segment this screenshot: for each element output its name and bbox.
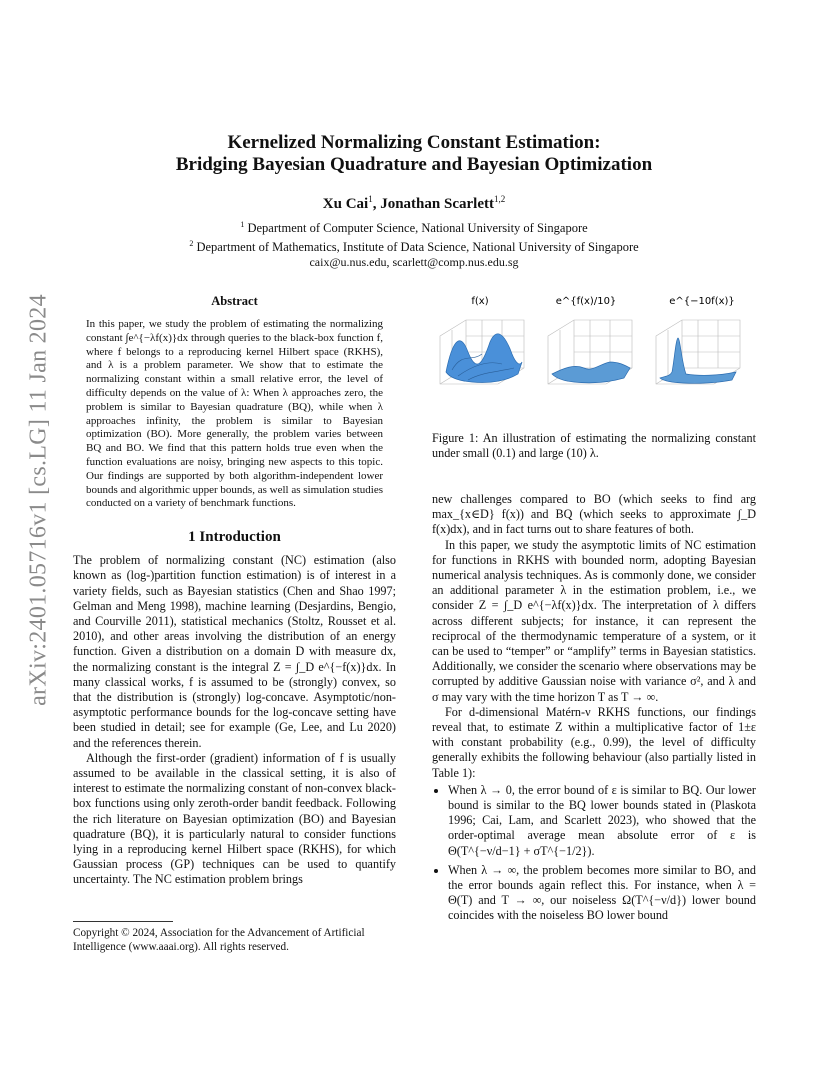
author-emails: caix@u.nus.edu, scarlett@comp.nus.edu.sg (309, 255, 519, 270)
plot-panel-3 (656, 296, 740, 384)
affiliation-2-mark: 2 (189, 239, 194, 249)
title-line-1: Kernelized Normalizing Constant Estimation: (227, 132, 601, 153)
arxiv-identifier (24, 290, 54, 710)
footer-rule (73, 921, 173, 922)
figure-1 (432, 292, 756, 402)
plot-panel-1 (440, 296, 524, 384)
author-2: Jonathan Scarlett (380, 196, 494, 212)
right-paragraph-3: For d-dimensional Matérn-ν RKHS functions, our findings reveal that, to estimate Z within a multiplicative factor of 1±ε with constant probability (e.g., 0.99), the level of difficulty generally exhibits the following behaviour (also partially listed in Table 1): (432, 704, 756, 780)
finding-item-1: • When λ → 0, the error bound of ε is similar to BQ. Our lower bound is similar to the BQ lower bounds stated in (Plaskota 1996; Cai, Lam, and Scarlett 2023), who showed that the order-optimal average mean absolute error of ε is Θ(T^{−ν/d−1} + σT^{−1/2}). (448, 783, 756, 859)
plot-title-1: f(x) (471, 296, 489, 307)
figure-1-plots (432, 292, 756, 402)
copyright-footer (73, 921, 396, 954)
abstract-text: In this paper, we study the problem of estimating the normalizing constant ∫e^{−λf(x)}dx through queries to the black-box function f, where f belongs to a reproducing kernel Hilbert space (RKHS), and λ is a problem parameter. We show that to estimate the normalizing constant within a small relative error, the level of difficulty depends on the value of λ: When λ approaches zero, the problem is similar to Bayesian quadrature (BQ), while when λ approaches infinity, the problem is similar to Bayesian optimization (BO). More generally, the problem varies between BQ and BO. We find that this pattern holds true even when the function evaluations are noisy, bringing new aspects to this topic. Our findings are supported by both algorithm-independent lower bounds and algorithmic upper bounds, as well as simulation studies conducted on a variety of benchmark functions. (86, 318, 383, 510)
right-paragraph-1: new challenges compared to BO (which seeks to find arg max_{x∈D} f(x)) and BQ (which seeks to approximate ∫_D f(x)dx), and in fact turns out to share features of both. (432, 492, 756, 537)
findings-list (432, 783, 756, 924)
affiliation-1-mark: 1 (240, 220, 245, 229)
plot-title-2: e^{f(x)/10} (555, 296, 617, 307)
plot-1-surface (446, 334, 522, 383)
finding-item-2: • When λ → ∞, the problem becomes more similar to BO, and the error bounds again reflect this. For instance, when λ = Θ(T) and T → ∞, our noiseless Ω(T^{−ν/d}) lower bound coincides with the noiseless BO lower bound (448, 863, 756, 924)
paper-title (0, 132, 828, 176)
affiliation-1-text: Department of Computer Science, National University of Singapore (244, 221, 588, 236)
intro-paragraph-1: The problem of normalizing constant (NC) estimation (also known as (log-)partition function estimation) is of interest in a variety fields, such as Bayesian statistics (Chen and Shao 1997; Gelman and Meng 1998), machine learning (Desjardins, Bengio, and Courville 2011), statistical mechanics (Stoltz, Rousset et al. 2010), and other areas involving the distribution of an energy function. Given a distribution on a domain D with measure dx, the normalizing constant is the integral Z = ∫_D e^{−f(x)}dx. In many classical works, f is assumed to be (strongly) convex, so that the distribution is (strongly) log-concave. Asymptotic/non-asymptotic performance bounds for the log-concave setting have been studied in detail; see for example (Ge, Lee, and Lu 2020) and the references therein. (73, 553, 396, 750)
figure-1-caption: Figure 1: An illustration of estimating the normalizing constant under small (0.1) and large (10) λ. (432, 431, 756, 461)
affiliation-2 (0, 236, 828, 255)
plot-2-surface (552, 362, 630, 383)
title-block (0, 132, 828, 270)
title-line-2: Bridging Bayesian Quadrature and Bayesian Optimization (175, 154, 653, 175)
copyright-text: Copyright © 2024, Association for the Advancement of Artificial Intelligence (www.aaai.org). All rights reserved. (73, 927, 365, 953)
left-column (73, 294, 396, 888)
authors (0, 194, 828, 213)
right-column (432, 492, 756, 928)
right-paragraph-2: In this paper, we study the asymptotic limits of NC estimation for functions in RKHS with bounded norm, adopting Bayesian numerical analysis techniques. As is commonly done, we consider an additional parameter λ in the estimation problem, i.e., we consider Z = ∫_D e^{−λf(x)}dx. The interpretation of λ differs across different subjects; for instance, it can represent the reciprocal of the thermodynamic temperature of a system, or it can be used to “temper” or “amplify” terms in Bayesian statistics. Additionally, we consider the scenario where observations may be corrupted by additive Gaussian noise with variance σ², and λ and σ may vary with the time horizon T as T → ∞. (432, 537, 756, 704)
abstract-heading: Abstract (211, 294, 258, 308)
author-2-affil: 1,2 (493, 194, 506, 204)
intro-paragraph-2: Although the first-order (gradient) information of f is usually assumed to be available in the classical setting, it is also of interest to estimate the normalizing constant of non-convex black-box functions using only zeroth-order bandit feedback. Following the rich literature on Bayesian optimization (BO) and Bayesian quadrature (BQ), it is particularly natural to consider functions lying in a reproducing kernel Hilbert space (RKHS), for which Gaussian process (GP) techniques can be used to quantify uncertainty. The NC estimation problem brings (73, 750, 396, 887)
affiliation-2-text: Department of Mathematics, Institute of Data Science, National University of Singapore (193, 240, 639, 255)
affiliation-1 (0, 217, 828, 236)
author-separator: , (372, 196, 381, 212)
intro-heading: 1 Introduction (188, 529, 281, 546)
plot-panel-2 (548, 296, 632, 384)
arxiv-identifier-text: arXiv:2401.05716v1 [cs.LG] 11 Jan 2024 (25, 294, 52, 706)
author-1: Xu Cai (322, 196, 369, 212)
plot-title-3: e^{−10f(x)} (669, 296, 735, 307)
author-1-affil: 1 (368, 194, 373, 204)
